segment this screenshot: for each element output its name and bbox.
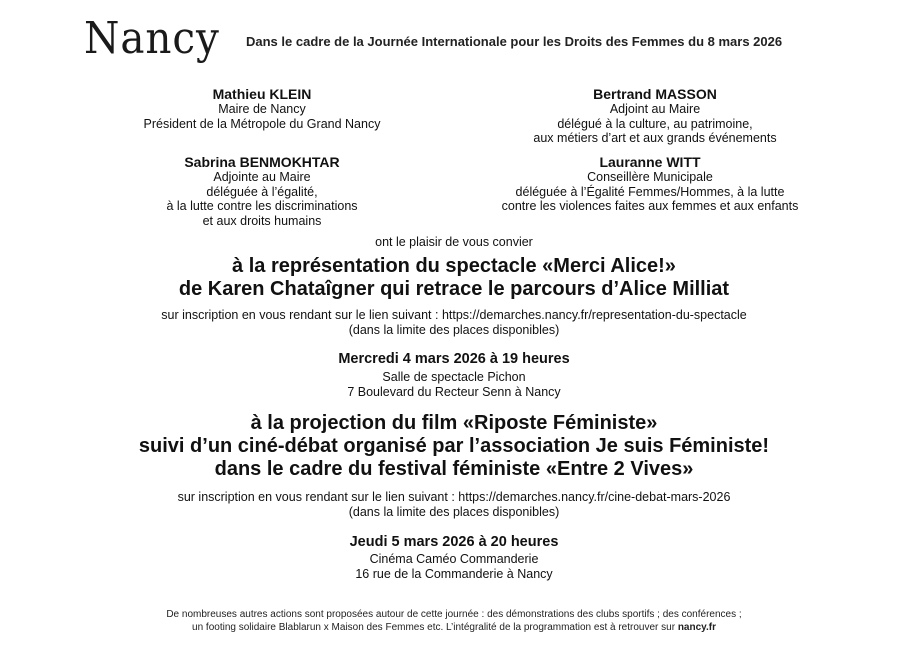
host-role-line: contre les violences faites aux femmes et aux enfants (501, 199, 799, 214)
host-role-line: Conseillère Municipale (587, 170, 713, 184)
host-witt (470, 154, 830, 214)
host-first-name: Bertrand (593, 86, 652, 102)
nancy-fr-link[interactable]: nancy.fr (677, 621, 716, 633)
event-1-title (0, 255, 908, 301)
limit-line: (dans la limite des places disponibles) (348, 504, 560, 519)
venue-line: Cinéma Caméo Commanderie (369, 552, 539, 566)
host-role-line: Président de la Métropole du Grand Nancy (143, 116, 381, 131)
venue-line: 7 Boulevard du Recteur Senn à Nancy (347, 384, 561, 399)
host-role-line: à la lutte contre les discriminations (166, 199, 358, 214)
limit-line: (dans la limite des places disponibles) (348, 322, 560, 337)
host-name (500, 86, 810, 102)
host-role-line: déléguée à l’égalité, (206, 184, 318, 199)
footer-line-2-text: un footing solidaire Blablarun x Maison des Femmes etc. L’intégralité de la programmation est à retrouver sur (192, 621, 678, 633)
host-role-line: délégué à la culture, au patrimoine, (557, 116, 753, 131)
host-role-line: Maire de Nancy (218, 102, 306, 116)
host-benmokhtar (102, 154, 422, 228)
footer-line-1: De nombreuses autres actions sont proposées autour de cette journée : des démonstrations des clubs sportifs ; des conférences ; (166, 609, 742, 620)
host-last-name: KLEIN (269, 86, 312, 102)
host-last-name: WITT (666, 154, 701, 170)
host-masson (500, 86, 810, 146)
host-role-line: déléguée à l’Égalité Femmes/Hommes, à la lutte (515, 184, 785, 199)
host-role-line: et aux droits humains (202, 213, 322, 228)
event-2-title (0, 412, 908, 481)
host-name (102, 86, 422, 102)
host-name (470, 154, 830, 170)
host-role-line: aux métiers d’art et aux grands événements (533, 131, 777, 146)
venue-line: 16 rue de la Commanderie à Nancy (355, 566, 553, 581)
event-title-line: dans le cadre du festival féministe «Entre 2 Vives» (214, 458, 694, 480)
host-klein (102, 86, 422, 131)
event-title-line: de Karen Chataîgner qui retrace le parcours d’Alice Milliat (178, 278, 730, 300)
nancy-logo: Nancy (84, 13, 220, 64)
host-role-line: Adjoint au Maire (609, 102, 701, 116)
registration-line[interactable]: sur inscription en vous rendant sur le lien suivant : https://demarches.nancy.fr/representation-du-spectacle (161, 308, 747, 322)
header-note: Dans le cadre de la Journée Internationale pour les Droits des Femmes du 8 mars 2026 (246, 34, 783, 49)
event-1-registration (0, 308, 908, 337)
venue-line: Salle de spectacle Pichon (382, 370, 526, 384)
event-2-registration (0, 490, 908, 519)
invitation-text: ont le plaisir de vous convier (375, 235, 533, 249)
footer-line-2 (0, 622, 908, 635)
event-2-date: Jeudi 5 mars 2026 à 20 heures (349, 534, 559, 550)
host-first-name: Mathieu (212, 86, 266, 102)
host-last-name: MASSON (655, 86, 717, 102)
registration-line[interactable]: sur inscription en vous rendant sur le lien suivant : https://demarches.nancy.fr/cine-debat-mars-2026 (177, 490, 731, 504)
event-title-line: suivi d’un ciné-débat organisé par l’association Je suis Féministe! (138, 435, 770, 457)
footer-note (0, 609, 908, 634)
host-last-name: BENMOKHTAR (239, 154, 340, 170)
host-name (102, 154, 422, 170)
event-2-venue (0, 552, 908, 581)
event-title-line: à la projection du film «Riposte Féministe» (250, 412, 658, 434)
host-role-line: Adjointe au Maire (213, 170, 311, 184)
event-title-line: à la représentation du spectacle «Merci Alice!» (232, 255, 676, 277)
event-1-venue (0, 370, 908, 399)
host-first-name: Sabrina (184, 154, 236, 170)
event-1-date: Mercredi 4 mars 2026 à 19 heures (338, 351, 570, 367)
host-first-name: Lauranne (599, 154, 663, 170)
